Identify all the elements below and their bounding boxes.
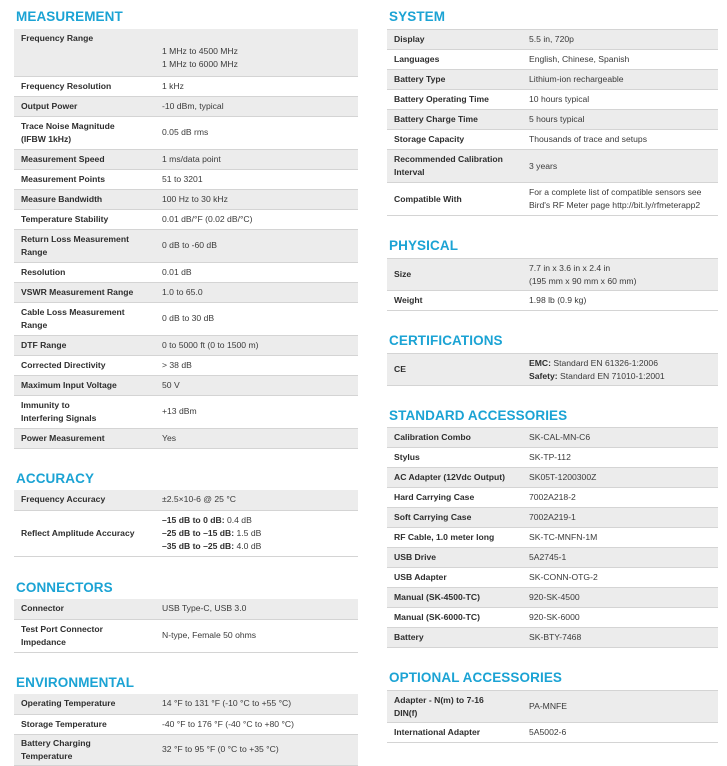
spec-value: 0.05 dB rms (162, 127, 209, 137)
spec-value: 0 dB to 30 dB (162, 313, 215, 323)
spec-row (387, 150, 718, 183)
measurement-table (14, 29, 358, 449)
spec-label: Recommended Calibration Interval (387, 150, 522, 183)
system-table (387, 29, 718, 216)
spec-row (14, 694, 358, 714)
spec-value: 51 to 3201 (162, 173, 203, 184)
environmental-heading: ENVIRONMENTAL (16, 675, 135, 690)
spec-label: Trace Noise Magnitude (IFBW 1kHz) (21, 120, 115, 144)
spec-label: Storage Capacity (394, 134, 465, 144)
spec-label: Soft Carrying Case (387, 508, 522, 528)
spec-value: 920-SK-6000 (529, 612, 580, 622)
spec-row (14, 375, 358, 395)
physical-table (387, 258, 718, 311)
spec-value: 5A5002-6 (529, 727, 567, 737)
accuracy-heading: ACCURACY (16, 471, 95, 486)
spec-label: Connector (14, 599, 155, 619)
spec-value: 32 °F to 95 °F (0 °C to +35 °C) (155, 734, 358, 765)
spec-value: +13 dBm (162, 406, 197, 416)
spec-row (14, 714, 358, 734)
spec-row (387, 488, 718, 508)
physical-heading: PHYSICAL (389, 238, 459, 253)
spec-value: For a complete list of compatible sensors see Bird's RF Meter page http://bit.ly/rfmeterapp2 (529, 187, 702, 210)
spec-label: Operating Temperature (14, 694, 155, 714)
spec-value: SK05T-1200300Z (522, 468, 718, 488)
spec-value: 1 ms/data point (155, 149, 358, 169)
spec-label: Storage Temperature (21, 718, 107, 729)
spec-value: 0 dB to -60 dB (155, 229, 358, 262)
spec-label: Battery (387, 628, 522, 648)
spec-value: SK-TC-MNFN-1M (529, 532, 598, 542)
spec-row (387, 50, 718, 70)
spec-label: Frequency Resolution (21, 80, 112, 91)
spec-row (387, 183, 718, 216)
spec-value: –15 dB to 0 dB: 0.4 dB –25 dB to –15 dB: 1.5 dB –35 dB to –25 dB: 4.0 dB (162, 514, 262, 551)
spec-value: English, Chinese, Spanish (529, 54, 630, 64)
spec-row (387, 428, 718, 448)
spec-label: Frequency Range (14, 29, 155, 76)
spec-value: 1 MHz to 4500 MHz 1 MHz to 6000 MHz (155, 29, 358, 76)
spec-label: Languages (394, 54, 440, 64)
spec-label: Hard Carrying Case (394, 492, 475, 502)
system-heading: SYSTEM (389, 9, 446, 24)
spec-row (387, 291, 718, 311)
spec-label: Test Port Connector Impedance (21, 623, 103, 647)
spec-row (387, 90, 718, 110)
spec-value: 7.7 in x 3.6 in x 2.4 in (195 mm x 90 mm x 60 mm) (522, 259, 718, 291)
spec-label: Display (387, 30, 522, 50)
spec-value: N-type, Female 50 ohms (162, 630, 257, 640)
spec-label: Frequency Accuracy (14, 490, 155, 510)
spec-value: 1 kHz (162, 80, 184, 91)
spec-value: 5.5 in, 720p (522, 30, 718, 50)
spec-label: Size (387, 259, 522, 291)
spec-label: Adapter - N(m) to 7-16 DIN(f) (387, 691, 522, 723)
spec-row (14, 599, 358, 619)
spec-value: 1.98 lb (0.9 kg) (529, 295, 587, 305)
spec-label: Power Measurement (14, 428, 155, 448)
environmental-table (14, 694, 358, 766)
spec-label: International Adapter (394, 727, 481, 737)
spec-label: Battery Type (387, 70, 522, 90)
spec-row (387, 30, 718, 50)
spec-value: -40 °F to 176 °F (-40 °C to +80 °C) (162, 718, 294, 729)
spec-label: Reflect Amplitude Accuracy (21, 527, 135, 538)
spec-row (14, 116, 358, 149)
spec-row (14, 734, 358, 765)
spec-label: USB Adapter (394, 572, 447, 582)
spec-value: EMC: Standard EN 61326-1:2006 Safety: Standard EN 71010-1:2001 (522, 354, 718, 386)
spec-label: Battery Charge Time (387, 110, 522, 130)
standard-accessories-table (387, 427, 718, 648)
spec-value: 50 V (155, 375, 358, 395)
spec-row (387, 548, 718, 568)
connectors-heading: CONNECTORS (16, 580, 113, 595)
spec-value: 0 to 5000 ft (0 to 1500 m) (155, 335, 358, 355)
spec-row (14, 619, 358, 652)
spec-label: USB Drive (387, 548, 522, 568)
spec-row (14, 149, 358, 169)
spec-value: 7002A219-1 (522, 508, 718, 528)
spec-value: USB Type-C, USB 3.0 (155, 599, 358, 619)
spec-row (387, 723, 718, 743)
spec-row (387, 588, 718, 608)
spec-value: 920-SK-4500 (522, 588, 718, 608)
spec-value: -10 dBm, typical (155, 96, 358, 116)
spec-label: Measurement Speed (14, 149, 155, 169)
spec-label: Battery Operating Time (394, 94, 489, 104)
spec-value: 14 °F to 131 °F (-10 °C to +55 °C) (155, 694, 358, 714)
spec-row (14, 169, 358, 189)
spec-label: Immunity to Interfering Signals (21, 399, 97, 423)
spec-row (14, 96, 358, 116)
accuracy-table (14, 490, 358, 557)
spec-value: SK-CONN-OTG-2 (529, 572, 598, 582)
spec-row (14, 282, 358, 302)
spec-row (387, 110, 718, 130)
optional-accessories-table (387, 690, 718, 743)
spec-label: AC Adapter (12Vdc Output) (387, 468, 522, 488)
spec-row (14, 262, 358, 282)
measurement-heading: MEASUREMENT (16, 9, 123, 24)
spec-row (387, 130, 718, 150)
spec-value: 100 Hz to 30 kHz (155, 189, 358, 209)
spec-label: DTF Range (14, 335, 155, 355)
spec-row (14, 355, 358, 375)
spec-row (14, 490, 358, 510)
spec-label: Manual (SK-4500-TC) (387, 588, 522, 608)
spec-row (14, 29, 358, 76)
spec-row (387, 70, 718, 90)
spec-value: SK-CAL-MN-C6 (522, 428, 718, 448)
spec-label: Manual (SK-6000-TC) (394, 612, 480, 622)
spec-label: CE (387, 354, 522, 386)
spec-row (387, 691, 718, 723)
spec-row (387, 608, 718, 628)
spec-value: > 38 dB (162, 359, 192, 370)
spec-value: 7002A218-2 (529, 492, 576, 502)
spec-label: Resolution (21, 266, 66, 277)
spec-row (387, 259, 718, 291)
spec-row (14, 76, 358, 96)
spec-label: Battery Charging Temperature (14, 734, 155, 765)
spec-value: 3 years (522, 150, 718, 183)
spec-label: Output Power (14, 96, 155, 116)
spec-value: Lithium-ion rechargeable (522, 70, 718, 90)
spec-value: Thousands of trace and setups (529, 134, 648, 144)
standard-accessories-heading: STANDARD ACCESSORIES (389, 408, 568, 423)
certifications-table (387, 353, 718, 386)
spec-value: SK-TP-112 (529, 452, 571, 462)
spec-label: Corrected Directivity (21, 359, 106, 370)
spec-value: 10 hours typical (529, 94, 590, 104)
spec-label: Stylus (394, 452, 420, 462)
spec-label: Weight (394, 295, 423, 305)
spec-label: VSWR Measurement Range (14, 282, 155, 302)
certifications-heading: CERTIFICATIONS (389, 333, 503, 348)
spec-value: Yes (155, 428, 358, 448)
spec-row (387, 448, 718, 468)
spec-row (14, 335, 358, 355)
spec-label: Calibration Combo (387, 428, 522, 448)
spec-value: PA-MNFE (522, 691, 718, 723)
spec-row (387, 468, 718, 488)
spec-label: Measure Bandwidth (14, 189, 155, 209)
spec-row (387, 528, 718, 548)
spec-label: Temperature Stability (21, 213, 109, 224)
spec-row (14, 302, 358, 335)
spec-value: 5A2745-1 (522, 548, 718, 568)
spec-label: Measurement Points (21, 173, 106, 184)
spec-label: RF Cable, 1.0 meter long (394, 532, 495, 542)
spec-row (387, 354, 718, 386)
spec-row (387, 628, 718, 648)
spec-value: SK-BTY-7468 (522, 628, 718, 648)
spec-row (14, 395, 358, 428)
spec-row (14, 189, 358, 209)
spec-label: Cable Loss Measurement Range (21, 306, 125, 330)
spec-label: Maximum Input Voltage (14, 375, 155, 395)
optional-accessories-heading: OPTIONAL ACCESSORIES (389, 670, 563, 685)
spec-value: 0.01 dB/°F (0.02 dB/°C) (162, 213, 253, 224)
spec-row (14, 510, 358, 556)
spec-label: Compatible With (394, 193, 462, 204)
spec-row (14, 428, 358, 448)
spec-value: 5 hours typical (522, 110, 718, 130)
spec-row (387, 568, 718, 588)
spec-value: ±2.5×10-6 @ 25 °C (155, 490, 358, 510)
connectors-table (14, 599, 358, 653)
spec-value: 0.01 dB (162, 266, 192, 277)
spec-label: Return Loss Measurement Range (14, 229, 155, 262)
spec-value: 1.0 to 65.0 (155, 282, 358, 302)
spec-row (14, 209, 358, 229)
spec-row (387, 508, 718, 528)
spec-row (14, 229, 358, 262)
